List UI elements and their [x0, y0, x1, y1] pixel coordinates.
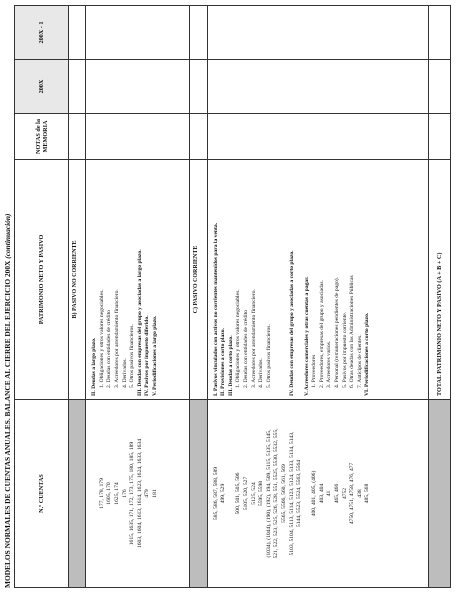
account-codes: 1605, 170 [106, 482, 113, 505]
account-codes: 5103, 5104, 5113, 5114, 5123, 5124, 5133, 5134, 5143, [288, 431, 295, 556]
balance-line-label: 5. Otros pasivos financieros. [129, 324, 136, 388]
title-text: MODELOS NORMALES DE CUENTAS ANUALES. BALANCE AL CIERRE DEL EJERCICIO 200X [3, 260, 12, 588]
section-c-title-row [190, 6, 207, 588]
account-codes: 1625, 174 [114, 482, 121, 505]
notes-cell [69, 114, 86, 160]
total-row [429, 6, 451, 588]
section-b-accounts-list [91, 403, 159, 584]
account-codes: 499, 529 [220, 483, 227, 504]
gray-cell [69, 400, 86, 588]
section-b-title: B) PASIVO NO CORRIENTE [69, 160, 86, 400]
balance-line-label: 4. Personal (remuneraciones pendientes de pago). [334, 276, 341, 388]
gray-cell [190, 400, 207, 588]
gray-cell [429, 400, 451, 588]
account-codes: 5565, 5566, 560, 561, 569 [280, 464, 287, 523]
header-row [15, 6, 69, 588]
account-codes: (1034), (1044), (190), (192), 194, 509, 5115, 5135, 5145, [265, 429, 272, 558]
section-c-accounts-list [213, 403, 372, 584]
balance-table [14, 5, 451, 588]
balance-line-label: 4. Derivados. [121, 358, 128, 388]
notes-cell [86, 114, 190, 160]
balance-line-label: III. Deudas con empresas del grupo y asociadas a largo plazo. [136, 249, 143, 396]
account-codes: 500, 501, 505, 506 [235, 472, 242, 515]
value-cell [86, 6, 190, 60]
account-codes: 438 [356, 489, 363, 498]
account-codes: 479 [144, 489, 151, 498]
account-codes: 5144, 5523, 5524, 5563, 5564 [296, 459, 303, 528]
account-codes: 4750, 4751, 4758, 476, 477 [349, 462, 356, 525]
document-title [3, 8, 14, 588]
account-codes: 5125, 524 [250, 482, 257, 505]
balance-line-label: III. Deudas a corto plazo. [227, 335, 234, 396]
account-codes: 177, 178, 179 [98, 478, 105, 509]
account-codes: 181 [152, 489, 159, 498]
notes-cell [429, 114, 451, 160]
header-year-previous: 200X - 1 [15, 6, 69, 60]
section-b-accounts [86, 400, 190, 588]
account-codes: 465, 466 [334, 483, 341, 504]
value-cell [190, 60, 207, 114]
header-patrimonio: PATRIMONIO NETO Y PASIVO [15, 160, 69, 400]
notes-cell [207, 114, 428, 160]
balance-line-label: 1. Obligaciones y otros valores negociables. [98, 289, 105, 388]
balance-line-label: VI. Periodificaciones a corto plazo. [364, 312, 371, 396]
account-codes: 5595, 5598 [258, 480, 265, 507]
value-cell [207, 60, 428, 114]
section-b-labels-list [91, 163, 159, 396]
account-codes [91, 403, 99, 584]
balance-line-label: 4. Derivados. [258, 358, 265, 388]
account-codes: 176 [121, 489, 128, 498]
balance-line-label: IV. Deudas con empresas del grupo y asociadas a corto plazo. [288, 250, 295, 396]
balance-line-label: 1. Obligaciones y otros valores negociables. [235, 289, 242, 388]
balance-line-label: 1. Proveedores [311, 354, 318, 388]
balance-line-label: 2. Deudas con entidades de crédito [242, 310, 249, 388]
balance-line-label: IV. Pasivos por impuesto diferido. [144, 315, 151, 396]
section-c-labels [207, 160, 428, 400]
account-codes: 485, 568 [364, 483, 371, 504]
balance-line-label: II. Provisiones a corto plazo. [220, 328, 227, 396]
header-year-current: 200X [15, 60, 69, 114]
balance-line-label: II. Deudas a largo plazo. [91, 337, 98, 396]
section-b-labels [86, 160, 190, 400]
balance-line-label: 3. Acreedores varios. [326, 340, 333, 388]
balance-line-label: 3. Acreedores por arrendamiento financiero. [250, 289, 257, 388]
balance-line-label: 2. Deudas con entidades de crédito [106, 310, 113, 388]
account-codes: 521, 522, 523, 525, 526, 528, 551, 5525, 5530, 5532, 555, [273, 428, 280, 559]
section-c-body-row [207, 6, 428, 588]
balance-line-label: 7. Anticipos de clientes. [356, 334, 363, 388]
section-c-accounts [207, 400, 428, 588]
value-cell [207, 6, 428, 60]
balance-line-label: 2. Proveedores, empresas del grupo y asociadas. [318, 280, 325, 388]
balance-line-label: V. Periodificaciones a largo plazo. [152, 315, 159, 396]
account-codes: 585, 586, 587, 588, 589 [212, 466, 219, 521]
notes-cell [190, 114, 207, 160]
balance-line-label: V. Acreedores comerciales y otras cuentas a pagar. [303, 276, 310, 396]
balance-line-label [281, 163, 289, 396]
balance-line-label: I. Pasivos vinculados con activos no corrientes mantenidos para la venta. [212, 222, 219, 396]
account-codes: 5105, 520, 527 [242, 476, 249, 511]
value-cell [190, 6, 207, 60]
balance-line-label [296, 163, 304, 396]
value-cell [86, 60, 190, 114]
section-b-title-row [69, 6, 86, 588]
account-codes [304, 403, 312, 584]
value-cell [429, 60, 451, 114]
balance-line-label: 6. Otras deudas con las Administraciones Públicas [349, 275, 356, 388]
account-codes: 400, 401, 405, (406) [311, 470, 318, 517]
balance-line-label: 5. Pasivos por impuesto corriente. [341, 311, 348, 388]
section-c-labels-list [213, 163, 372, 396]
account-codes: 4752 [341, 487, 348, 500]
value-cell [69, 60, 86, 114]
section-b-body-row [86, 6, 190, 588]
balance-line-label [273, 163, 281, 396]
total-label: TOTAL PATRIMONIO NETO Y PASIVO (A + B + C) [429, 160, 451, 400]
balance-line-label: 5. Otros pasivos financieros. [265, 324, 272, 388]
value-cell [429, 6, 451, 60]
balance-line-label: 3. Acreedores por arrendamiento financiero. [114, 289, 121, 388]
title-suffix: (continuación) [3, 213, 12, 259]
account-codes: 1603, 1604, 1613, 1614, 1623, 1624, 1633, 1634 [136, 438, 143, 549]
value-cell [69, 6, 86, 60]
header-cuentas: N.º CUENTAS [15, 400, 69, 588]
account-codes: 403, 404 [318, 483, 325, 504]
section-c-title: C) PASIVO CORRIENTE [190, 160, 207, 400]
account-codes: 41 [326, 490, 333, 497]
account-codes [228, 403, 236, 584]
header-notas: NOTAS de la MEMORIA [15, 114, 69, 160]
account-codes: 1615, 1635, 171, 172, 173, 175, 180, 185, 189 [129, 441, 136, 546]
